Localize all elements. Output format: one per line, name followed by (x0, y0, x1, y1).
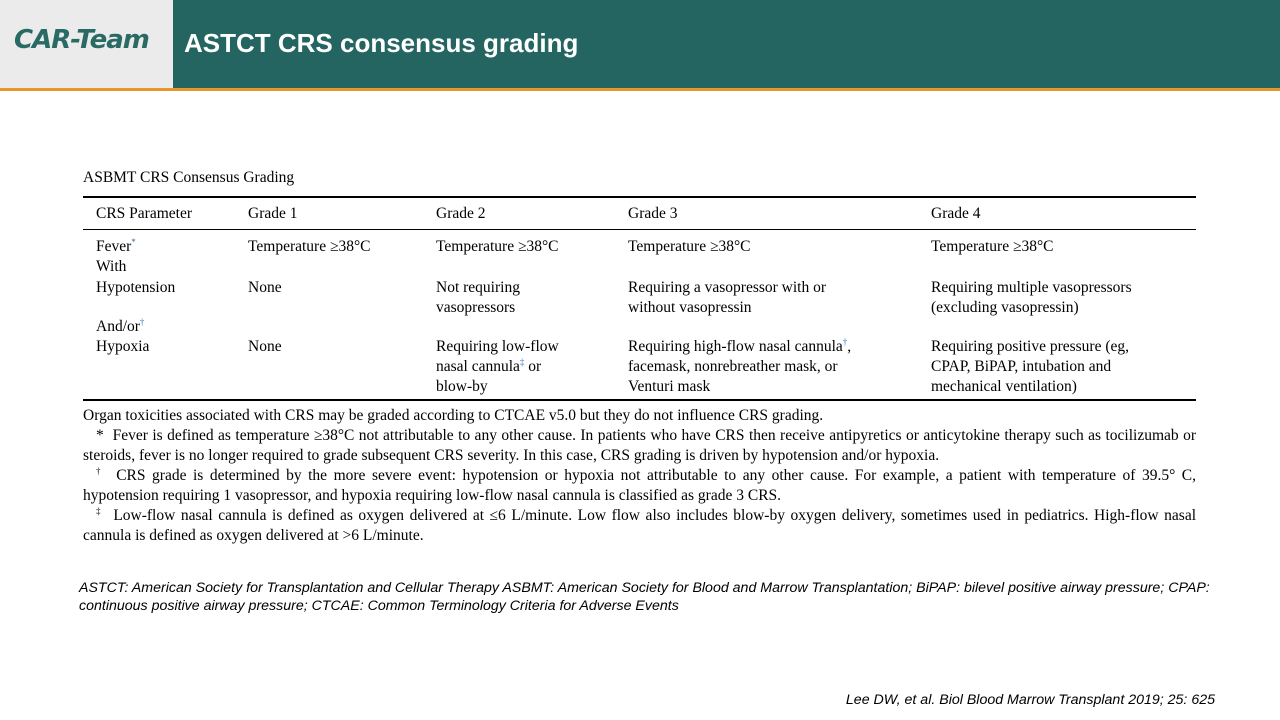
cell-line: Requiring a vasopressor with or (628, 279, 827, 296)
cell-line: Venturi mask (628, 378, 711, 395)
cell-line: facemask, nonrebreather mask, or (628, 358, 838, 375)
table-cell: Temperature ≥38°C (248, 238, 371, 255)
row-label-hypoxia: Hypoxia (96, 338, 150, 355)
table-cell: Temperature ≥38°C (628, 238, 751, 255)
row-connector-with: With (96, 258, 127, 275)
footnote-organ: Organ toxicities associated with CRS may be graded according to CTCAE v5.0 but they do not influence CRS grading. (83, 407, 824, 424)
footnote-double-dagger: ‡ Low-flow nasal cannula is defined as oxygen delivered at ≤6 L/minute. Low flow also includes blow-by oxygen delivery, sometimes used in pediatrics. High-flow nasal cannula is defined as oxygen delivered at >6 L/minute. (83, 506, 1197, 544)
column-header: Grade 2 (436, 205, 486, 222)
table-cell (628, 337, 851, 397)
citation: Lee DW, et al. Biol Blood Marrow Transplant 2019; 25: 625 (845, 692, 1215, 708)
table-header-rule (83, 229, 1196, 230)
column-header: Grade 3 (628, 205, 678, 222)
footnote-mark: † (139, 317, 145, 327)
row-label-fever: Fever* (96, 237, 136, 255)
footnote-mark: * (131, 237, 136, 247)
footnote-mark: ‡ (519, 357, 525, 367)
table-bottom-rule (83, 399, 1196, 401)
column-header: Grade 4 (931, 205, 981, 222)
title-bar (173, 0, 1280, 88)
cell-line: Requiring low-flow (436, 338, 559, 355)
table-cell: Temperature ≥38°C (436, 238, 559, 255)
header-accent-line (0, 88, 1280, 91)
slide-title: ASTCT CRS consensus grading (184, 28, 579, 58)
cell-line: mechanical ventilation) (931, 378, 1077, 395)
abbreviations: ASTCT: American Society for Transplantation and Cellular Therapy ASBMT: American Society for Blood and Marrow Transplantation; BiPAP: bilevel positive airway pressure; CPAP: continuous positive airway pressure; CTCAE: Common Terminology Criteria for Adverse Events (79, 580, 1210, 614)
column-header: Grade 1 (248, 205, 298, 222)
cell-line: nasal cannula‡ or (436, 357, 542, 375)
table-cell: None (248, 338, 282, 355)
cell-line: (excluding vasopressin) (931, 299, 1079, 316)
cell-line: Requiring positive pressure (eg, (931, 338, 1130, 355)
table-cell (436, 278, 520, 318)
cell-line: Requiring multiple vasopressors (931, 279, 1132, 296)
logo-area (0, 0, 173, 88)
footnote-dagger: † CRS grade is determined by the more severe event: hypotension or hypoxia not attributable to any other cause. For example, a patient with temperature of 39.5° C, hypotension requiring 1 vasopressor, and hypoxia requiring low-flow nasal cannula is classified as grade 3 CRS. (83, 466, 1197, 504)
cell-line: CPAP, BiPAP, intubation and (931, 358, 1112, 375)
footnote-mark: † (96, 466, 104, 476)
cell-line: without vasopressin (628, 299, 752, 316)
footnote-fever: * Fever is defined as temperature ≥38°C not attributable to any other cause. In patients who have CRS then receive antipyretics or anticytokine therapy such as tocilizumab or steroids, fever is no longer required to grade subsequent CRS severity. In this case, CRS grading is driven by hypotension and/or hypoxia. (83, 427, 1196, 464)
table-cell (628, 278, 826, 318)
cell-line: vasopressors (436, 299, 516, 316)
table-cell: Temperature ≥38°C (931, 238, 1054, 255)
car-team-logo: CAR-Team (14, 25, 149, 55)
column-header: CRS Parameter (96, 205, 192, 222)
table-cell (931, 278, 1132, 318)
footnote-mark: * (96, 427, 104, 444)
footnote-mark: ‡ (96, 506, 103, 516)
table-footnotes (83, 406, 1196, 546)
cell-line: blow-by (436, 378, 488, 395)
footnote-mark: † (842, 337, 848, 347)
cell-line: Requiring high-flow nasal cannula†, (628, 337, 852, 355)
row-label-hypotension: Hypotension (96, 279, 176, 296)
cell-line: Not requiring (436, 279, 520, 296)
table-top-rule (83, 196, 1196, 198)
table-caption: ASBMT CRS Consensus Grading (83, 169, 295, 186)
row-connector-andor: And/or† (96, 317, 145, 335)
table-cell: None (248, 279, 282, 296)
table-cell (436, 337, 559, 397)
slide-header (0, 0, 1280, 88)
table-cell (931, 337, 1129, 397)
